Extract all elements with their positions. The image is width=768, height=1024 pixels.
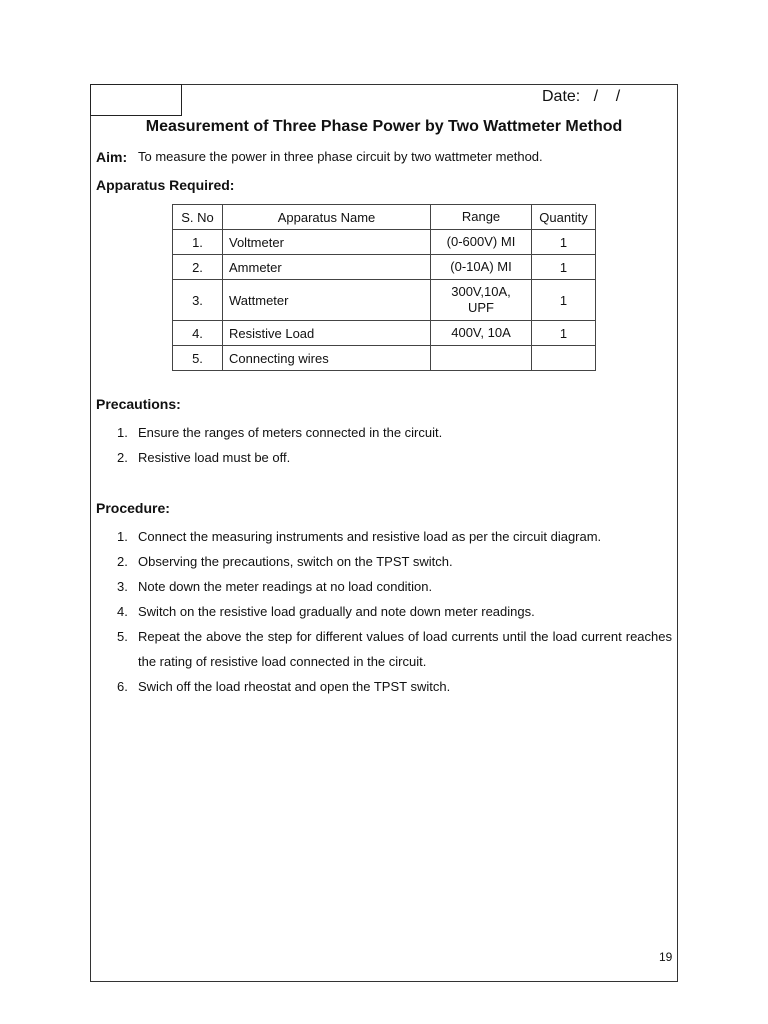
cell-quantity: 1 <box>532 230 596 255</box>
cell-sno: 4. <box>173 321 223 346</box>
list-item <box>112 420 672 445</box>
cell-name: Wattmeter <box>223 280 431 321</box>
cell-name: Voltmeter <box>223 230 431 255</box>
precautions-heading: Precautions: <box>96 396 181 412</box>
column-header-name: Apparatus Name <box>223 205 431 230</box>
procedure-list <box>112 524 672 699</box>
table-row <box>173 346 596 371</box>
page-number: 19 <box>659 950 673 964</box>
table-header-row <box>173 205 596 230</box>
cell-range: 300V,10A, UPF <box>431 280 532 321</box>
list-item-number: 5. <box>117 629 128 644</box>
list-item <box>112 549 672 574</box>
list-item-text: Observing the precautions, switch on the TPST switch. <box>138 554 453 569</box>
aim-label: Aim: <box>96 149 128 165</box>
column-header-range: Range <box>431 205 532 230</box>
list-item-number: 4. <box>117 604 128 619</box>
cell-quantity: 1 <box>532 255 596 280</box>
cell-name: Resistive Load <box>223 321 431 346</box>
list-item <box>112 574 672 599</box>
table-row <box>173 230 596 255</box>
list-item-text: Repeat the above the step for different values of load currents until the load current reaches the rating of resistive load connected in the circuit. <box>138 629 672 669</box>
list-item <box>112 599 672 624</box>
cell-sno: 2. <box>173 255 223 280</box>
cell-range <box>431 346 532 371</box>
column-header-sno: S. No <box>173 205 223 230</box>
page-title: Measurement of Three Phase Power by Two Wattmeter Method <box>145 118 623 135</box>
list-item <box>112 674 672 699</box>
cell-sno: 5. <box>173 346 223 371</box>
list-item-text: Connect the measuring instruments and resistive load as per the circuit diagram. <box>138 529 602 544</box>
list-item-number: 2. <box>117 554 128 569</box>
apparatus-table <box>172 204 596 371</box>
cell-name: Ammeter <box>223 255 431 280</box>
list-item-number: 6. <box>117 679 128 694</box>
list-item <box>112 624 672 674</box>
list-item-number: 1. <box>117 529 128 544</box>
list-item-text: Note down the meter readings at no load condition. <box>138 579 433 594</box>
cell-range: 400V, 10A <box>431 321 532 346</box>
experiment-number-box <box>90 84 182 116</box>
cell-quantity <box>532 346 596 371</box>
list-item-number: 1. <box>117 425 128 440</box>
aim-text: To measure the power in three phase circuit by two wattmeter method. <box>138 149 543 164</box>
column-header-quantity: Quantity <box>532 205 596 230</box>
cell-quantity: 1 <box>532 280 596 321</box>
cell-sno: 3. <box>173 280 223 321</box>
list-item-text: Swich off the load rheostat and open the TPST switch. <box>138 679 451 694</box>
list-item <box>112 445 672 470</box>
date-field: Date: / / <box>542 88 621 105</box>
procedure-heading: Procedure: <box>96 500 170 516</box>
list-item-number: 2. <box>117 450 128 465</box>
cell-range: (0-10A) MI <box>431 255 532 280</box>
cell-range: (0-600V) MI <box>431 230 532 255</box>
apparatus-heading: Apparatus Required: <box>96 177 235 193</box>
cell-sno: 1. <box>173 230 223 255</box>
cell-name: Connecting wires <box>223 346 431 371</box>
list-item-text: Ensure the ranges of meters connected in the circuit. <box>138 425 443 440</box>
list-item-text: Resistive load must be off. <box>138 450 291 465</box>
precautions-list <box>112 420 672 470</box>
table-row <box>173 321 596 346</box>
table-row <box>173 280 596 321</box>
list-item <box>112 524 672 549</box>
list-item-text: Switch on the resistive load gradually and note down meter readings. <box>138 604 535 619</box>
table-row <box>173 255 596 280</box>
list-item-number: 3. <box>117 579 128 594</box>
cell-quantity: 1 <box>532 321 596 346</box>
